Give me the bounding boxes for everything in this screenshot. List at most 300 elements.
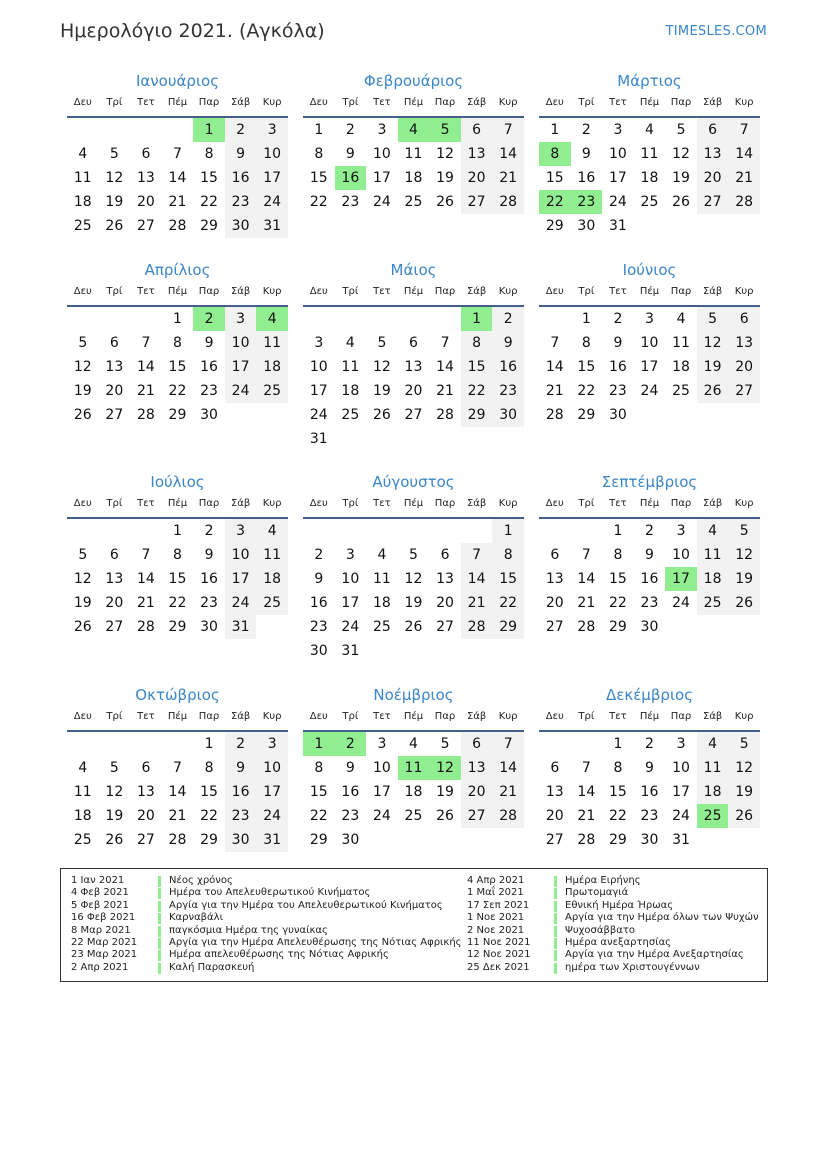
weekday-label: Πέμ xyxy=(167,286,188,297)
weekday-label: Τρί xyxy=(342,498,359,509)
day-cell: 15 xyxy=(545,170,564,186)
weekday-label: Δευ xyxy=(73,498,92,509)
day-cell: 6 xyxy=(109,335,119,351)
empty-day-cell xyxy=(398,639,430,663)
day-cell: 2 xyxy=(335,732,367,756)
weekday-label: Κυρ xyxy=(498,498,518,509)
day-cell: 30 xyxy=(640,832,659,848)
day-cell: 20 xyxy=(404,383,423,399)
empty-day-cell xyxy=(728,828,760,852)
day-cell: 14 xyxy=(168,784,187,800)
holiday-marker xyxy=(158,963,161,974)
month-calendar xyxy=(67,471,288,639)
week-row xyxy=(303,190,524,214)
month-calendar xyxy=(539,471,760,639)
empty-day-cell xyxy=(728,615,760,639)
day-cell: 20 xyxy=(461,780,493,804)
day-cell: 28 xyxy=(545,407,564,423)
week-row xyxy=(67,567,288,591)
day-cell: 13 xyxy=(105,359,124,375)
day-cell: 27 xyxy=(461,190,493,214)
day-cell: 27 xyxy=(697,190,729,214)
holiday-date: 4 Απρ 2021 xyxy=(467,875,525,886)
holiday-date: 8 Μαρ 2021 xyxy=(71,924,131,936)
weekday-label: Δευ xyxy=(73,711,92,722)
day-cell: 2 xyxy=(204,523,214,539)
weekday-label: Δευ xyxy=(309,97,328,108)
day-cell: 11 xyxy=(73,170,92,186)
day-cell: 10 xyxy=(309,359,328,375)
day-cell: 30 xyxy=(608,407,627,423)
weekday-label: Σάβ xyxy=(702,97,723,108)
day-cell: 24 xyxy=(672,595,690,611)
day-cell: 4 xyxy=(345,335,355,351)
week-row xyxy=(539,379,760,403)
day-cell: 23 xyxy=(225,190,257,214)
day-cell: 6 xyxy=(440,547,450,563)
day-cell: 22 xyxy=(200,808,218,824)
empty-day-cell xyxy=(461,639,493,663)
week-row xyxy=(303,118,524,142)
empty-day-cell xyxy=(665,403,697,427)
holiday-date: 25 Δεκ 2021 xyxy=(467,961,530,973)
weekday-label: Τρί xyxy=(342,286,359,297)
weekday-label: Σάβ xyxy=(702,286,723,297)
day-cell: 11 xyxy=(256,331,288,355)
day-cell: 5 xyxy=(78,547,88,563)
holiday-date: 11 Νοε 2021 xyxy=(467,936,531,948)
empty-day-cell xyxy=(130,118,162,142)
day-cell: 18 xyxy=(372,595,391,611)
holiday-name: Νέος χρόνος xyxy=(169,875,233,886)
weekday-header xyxy=(303,493,524,519)
page-title: Ημερολόγιο 2021. (Αγκόλα) xyxy=(60,20,325,42)
day-cell: 18 xyxy=(73,808,92,824)
week-row xyxy=(303,615,524,639)
week-row xyxy=(539,403,760,427)
day-cell: 25 xyxy=(640,194,659,210)
day-cell: 16 xyxy=(200,359,218,375)
weekday-label: Τετ xyxy=(373,97,391,108)
day-cell: 17 xyxy=(225,355,257,379)
day-cell: 7 xyxy=(440,335,450,351)
day-cell: 16 xyxy=(577,170,596,186)
week-row xyxy=(303,732,524,756)
day-cell: 13 xyxy=(728,331,760,355)
day-cell: 21 xyxy=(136,383,155,399)
day-cell: 8 xyxy=(204,760,214,776)
day-cell: 24 xyxy=(341,619,360,635)
week-row xyxy=(67,732,288,756)
day-cell: 16 xyxy=(608,359,627,375)
day-cell: 26 xyxy=(105,832,124,848)
day-cell: 9 xyxy=(345,760,355,776)
day-cell: 24 xyxy=(225,591,257,615)
day-cell: 21 xyxy=(168,808,187,824)
holiday-marker xyxy=(554,963,557,974)
holiday-name: Αργία για την Ημέρα όλων των Ψυχών xyxy=(565,912,759,924)
day-cell: 15 xyxy=(309,784,328,800)
day-cell: 18 xyxy=(73,194,92,210)
legend-row xyxy=(71,937,462,949)
weekday-label: Τετ xyxy=(373,286,391,297)
weekday-label: Τρί xyxy=(578,498,595,509)
weekday-header xyxy=(67,493,288,519)
day-cell: 26 xyxy=(404,619,423,635)
day-cell: 21 xyxy=(492,780,524,804)
weekday-label: Πέμ xyxy=(167,498,188,509)
day-cell: 22 xyxy=(608,808,627,824)
holiday-name: Καλή Παρασκευή xyxy=(169,961,255,973)
week-row xyxy=(539,543,760,567)
weekday-label: Τετ xyxy=(609,97,627,108)
weekday-label: Παρ xyxy=(198,498,220,509)
day-cell: 17 xyxy=(665,567,697,591)
day-cell: 14 xyxy=(545,359,564,375)
week-row xyxy=(303,379,524,403)
holiday-name: παγκόσμια Ημέρα της γυναίκας xyxy=(169,924,328,936)
day-cell: 24 xyxy=(640,383,659,399)
weekday-label: Σάβ xyxy=(466,286,487,297)
day-cell: 20 xyxy=(105,383,124,399)
empty-day-cell xyxy=(634,403,666,427)
day-cell: 8 xyxy=(613,760,623,776)
day-cell: 15 xyxy=(168,571,187,587)
empty-day-cell xyxy=(697,403,729,427)
week-row xyxy=(303,639,524,663)
weekday-label: Τρί xyxy=(578,97,595,108)
week-row xyxy=(67,780,288,804)
day-cell: 13 xyxy=(105,571,124,587)
day-cell: 18 xyxy=(404,784,423,800)
holiday-legend xyxy=(60,868,768,982)
weekday-label: Σάβ xyxy=(230,286,251,297)
day-cell: 24 xyxy=(372,194,391,210)
day-cell: 1 xyxy=(492,519,524,543)
weekday-label: Παρ xyxy=(670,97,692,108)
week-row xyxy=(303,142,524,166)
day-cell: 19 xyxy=(436,170,454,186)
day-cell: 7 xyxy=(141,335,151,351)
week-row xyxy=(67,828,288,852)
day-cell: 8 xyxy=(461,331,493,355)
day-cell: 16 xyxy=(335,166,367,190)
day-cell: 3 xyxy=(676,523,686,539)
holiday-name: Αργία για την Ημέρα του Απελευθερωτικού Κινήματος xyxy=(169,899,443,911)
empty-day-cell xyxy=(429,307,461,331)
empty-day-cell xyxy=(303,307,335,331)
day-cell: 1 xyxy=(173,311,182,327)
weekday-label: Τετ xyxy=(609,498,627,509)
holiday-marker xyxy=(554,888,557,899)
day-cell: 15 xyxy=(492,567,524,591)
day-cell: 9 xyxy=(581,146,591,162)
week-row xyxy=(303,355,524,379)
day-cell: 1 xyxy=(204,736,214,752)
day-cell: 15 xyxy=(200,170,218,186)
empty-day-cell xyxy=(335,307,367,331)
day-cell: 19 xyxy=(436,784,454,800)
week-row xyxy=(539,780,760,804)
empty-day-cell xyxy=(366,828,398,852)
empty-day-cell xyxy=(429,519,461,543)
weekday-label: Κυρ xyxy=(498,711,518,722)
day-cell: 30 xyxy=(492,403,524,427)
empty-day-cell xyxy=(697,828,729,852)
holiday-date: 12 Νοε 2021 xyxy=(467,949,531,961)
day-cell: 2 xyxy=(314,547,324,563)
week-row xyxy=(539,142,760,166)
weekday-label: Τρί xyxy=(578,711,595,722)
day-cell: 7 xyxy=(492,732,524,756)
day-cell: 3 xyxy=(645,311,654,327)
day-cell: 11 xyxy=(697,756,729,780)
day-cell: 19 xyxy=(728,780,760,804)
empty-day-cell xyxy=(697,214,729,238)
week-row xyxy=(303,331,524,355)
weekday-label: Κυρ xyxy=(734,97,754,108)
day-cell: 12 xyxy=(672,146,690,162)
week-row xyxy=(67,331,288,355)
day-cell: 18 xyxy=(672,359,690,375)
legend-row xyxy=(71,949,462,961)
day-cell: 8 xyxy=(204,146,214,162)
day-cell: 28 xyxy=(168,218,187,234)
day-cell: 21 xyxy=(136,595,155,611)
week-row xyxy=(67,307,288,331)
weekday-label: Κυρ xyxy=(498,286,518,297)
day-cell: 6 xyxy=(141,760,151,776)
day-cell: 1 xyxy=(193,118,225,142)
brand-link[interactable]: TIMESLES.COM xyxy=(665,24,767,39)
day-cell: 13 xyxy=(136,784,155,800)
day-cell: 19 xyxy=(404,595,423,611)
day-cell: 21 xyxy=(545,383,564,399)
holiday-marker xyxy=(158,913,161,924)
weekday-label: Σάβ xyxy=(230,711,251,722)
day-cell: 20 xyxy=(436,595,454,611)
day-cell: 12 xyxy=(436,146,454,162)
day-cell: 27 xyxy=(105,619,124,635)
day-cell: 5 xyxy=(78,335,88,351)
week-row xyxy=(303,828,524,852)
day-cell: 5 xyxy=(728,519,760,543)
day-cell: 23 xyxy=(341,808,360,824)
weekday-header xyxy=(303,281,524,307)
day-cell: 27 xyxy=(136,218,155,234)
empty-day-cell xyxy=(665,214,697,238)
day-cell: 16 xyxy=(341,784,360,800)
day-cell: 5 xyxy=(440,736,450,752)
day-cell: 16 xyxy=(640,784,659,800)
week-row xyxy=(539,591,760,615)
month-name: Αύγουστος xyxy=(372,473,455,491)
month-calendar xyxy=(67,684,288,852)
month-calendar xyxy=(539,70,760,238)
month-name: Οκτώβριος xyxy=(135,686,220,704)
weekday-label: Παρ xyxy=(434,498,456,509)
day-cell: 26 xyxy=(728,804,760,828)
week-row xyxy=(303,567,524,591)
day-cell: 30 xyxy=(309,643,328,659)
day-cell: 13 xyxy=(545,571,564,587)
day-cell: 29 xyxy=(608,832,627,848)
weekday-label: Τρί xyxy=(106,286,123,297)
weekday-label: Δευ xyxy=(545,711,564,722)
day-cell: 6 xyxy=(550,760,560,776)
day-cell: 1 xyxy=(461,307,493,331)
day-cell: 14 xyxy=(577,571,596,587)
day-cell: 12 xyxy=(105,784,124,800)
holiday-date: 17 Σεπ 2021 xyxy=(467,899,530,911)
holiday-date: 5 Φεβ 2021 xyxy=(71,899,129,911)
weekday-label: Τετ xyxy=(609,286,627,297)
weekday-label: Τετ xyxy=(373,498,391,509)
empty-day-cell xyxy=(398,307,430,331)
day-cell: 28 xyxy=(136,619,155,635)
week-row xyxy=(67,756,288,780)
weekday-label: Δευ xyxy=(309,286,328,297)
day-cell: 25 xyxy=(697,591,729,615)
day-cell: 26 xyxy=(105,218,124,234)
day-cell: 5 xyxy=(109,146,119,162)
holiday-date: 1 Νοε 2021 xyxy=(467,912,525,924)
holiday-name: ημέρα των Χριστουγέννων xyxy=(565,961,700,973)
day-cell: 16 xyxy=(225,780,257,804)
week-row xyxy=(539,519,760,543)
week-row xyxy=(67,379,288,403)
empty-day-cell xyxy=(67,118,99,142)
day-cell: 2 xyxy=(193,307,225,331)
legend-row xyxy=(467,912,759,924)
day-cell: 14 xyxy=(461,567,493,591)
weekday-label: Παρ xyxy=(198,286,220,297)
day-cell: 31 xyxy=(341,643,360,659)
day-cell: 27 xyxy=(728,379,760,403)
weekday-label: Πέμ xyxy=(403,711,424,722)
day-cell: 14 xyxy=(168,170,187,186)
day-cell: 8 xyxy=(539,142,571,166)
week-row xyxy=(303,403,524,427)
day-cell: 10 xyxy=(372,760,391,776)
day-cell: 9 xyxy=(613,335,623,351)
day-cell: 7 xyxy=(492,118,524,142)
day-cell: 24 xyxy=(256,190,288,214)
day-cell: 17 xyxy=(372,784,391,800)
day-cell: 29 xyxy=(200,218,218,234)
day-cell: 18 xyxy=(697,567,729,591)
legend-column-right xyxy=(467,875,759,974)
day-cell: 28 xyxy=(577,619,596,635)
day-cell: 17 xyxy=(225,567,257,591)
day-cell: 27 xyxy=(105,407,124,423)
day-cell: 27 xyxy=(461,804,493,828)
day-cell: 24 xyxy=(309,407,328,423)
day-cell: 20 xyxy=(461,166,493,190)
month-calendar xyxy=(303,471,524,663)
month-calendar xyxy=(539,259,760,427)
day-cell: 4 xyxy=(697,732,729,756)
day-cell: 14 xyxy=(577,784,596,800)
day-cell: 2 xyxy=(645,523,654,539)
empty-day-cell xyxy=(461,519,493,543)
weekday-label: Δευ xyxy=(309,711,328,722)
day-cell: 13 xyxy=(697,142,729,166)
day-cell: 5 xyxy=(409,547,418,563)
day-cell: 12 xyxy=(728,756,760,780)
empty-day-cell xyxy=(398,828,430,852)
day-cell: 25 xyxy=(404,194,423,210)
weekday-label: Δευ xyxy=(309,498,328,509)
day-cell: 19 xyxy=(105,808,124,824)
month-name: Σεπτέμβριος xyxy=(601,473,698,491)
day-cell: 30 xyxy=(640,619,659,635)
day-cell: 28 xyxy=(577,832,596,848)
empty-day-cell xyxy=(130,307,162,331)
day-cell: 10 xyxy=(672,547,690,563)
legend-row xyxy=(467,900,759,912)
day-cell: 1 xyxy=(314,122,324,138)
weekday-header xyxy=(67,92,288,118)
empty-day-cell xyxy=(303,519,335,543)
day-cell: 16 xyxy=(640,571,659,587)
empty-day-cell xyxy=(366,307,398,331)
weekday-label: Τρί xyxy=(342,711,359,722)
day-cell: 23 xyxy=(640,808,659,824)
day-cell: 25 xyxy=(256,379,288,403)
empty-day-cell xyxy=(335,427,367,451)
day-cell: 23 xyxy=(225,804,257,828)
weekday-header xyxy=(539,706,760,732)
day-cell: 4 xyxy=(676,311,686,327)
legend-row xyxy=(467,875,759,887)
day-cell: 21 xyxy=(492,166,524,190)
day-cell: 30 xyxy=(200,407,218,423)
day-cell: 23 xyxy=(309,619,328,635)
weekday-label: Κυρ xyxy=(498,97,518,108)
holiday-name: Ψυχοσάββατο xyxy=(565,924,635,936)
weekday-label: Κυρ xyxy=(262,498,282,509)
day-cell: 30 xyxy=(577,218,596,234)
day-cell: 8 xyxy=(173,547,182,563)
holiday-marker xyxy=(554,938,557,949)
day-cell: 13 xyxy=(404,359,423,375)
day-cell: 10 xyxy=(372,146,391,162)
week-row xyxy=(539,166,760,190)
day-cell: 31 xyxy=(256,214,288,238)
day-cell: 6 xyxy=(697,118,729,142)
day-cell: 27 xyxy=(545,619,564,635)
weekday-label: Τετ xyxy=(137,97,155,108)
day-cell: 26 xyxy=(73,619,92,635)
day-cell: 25 xyxy=(341,407,360,423)
empty-day-cell xyxy=(539,307,571,331)
month-calendar xyxy=(539,684,760,852)
day-cell: 19 xyxy=(697,355,729,379)
day-cell: 9 xyxy=(204,547,214,563)
day-cell: 15 xyxy=(577,359,596,375)
weekday-label: Δευ xyxy=(545,97,564,108)
day-cell: 29 xyxy=(309,832,328,848)
day-cell: 22 xyxy=(608,595,627,611)
day-cell: 4 xyxy=(78,146,88,162)
day-cell: 26 xyxy=(73,407,92,423)
day-cell: 17 xyxy=(309,383,328,399)
day-cell: 2 xyxy=(225,732,257,756)
day-cell: 23 xyxy=(608,383,627,399)
holiday-name: Καρναβάλι xyxy=(169,912,223,924)
day-cell: 23 xyxy=(492,379,524,403)
